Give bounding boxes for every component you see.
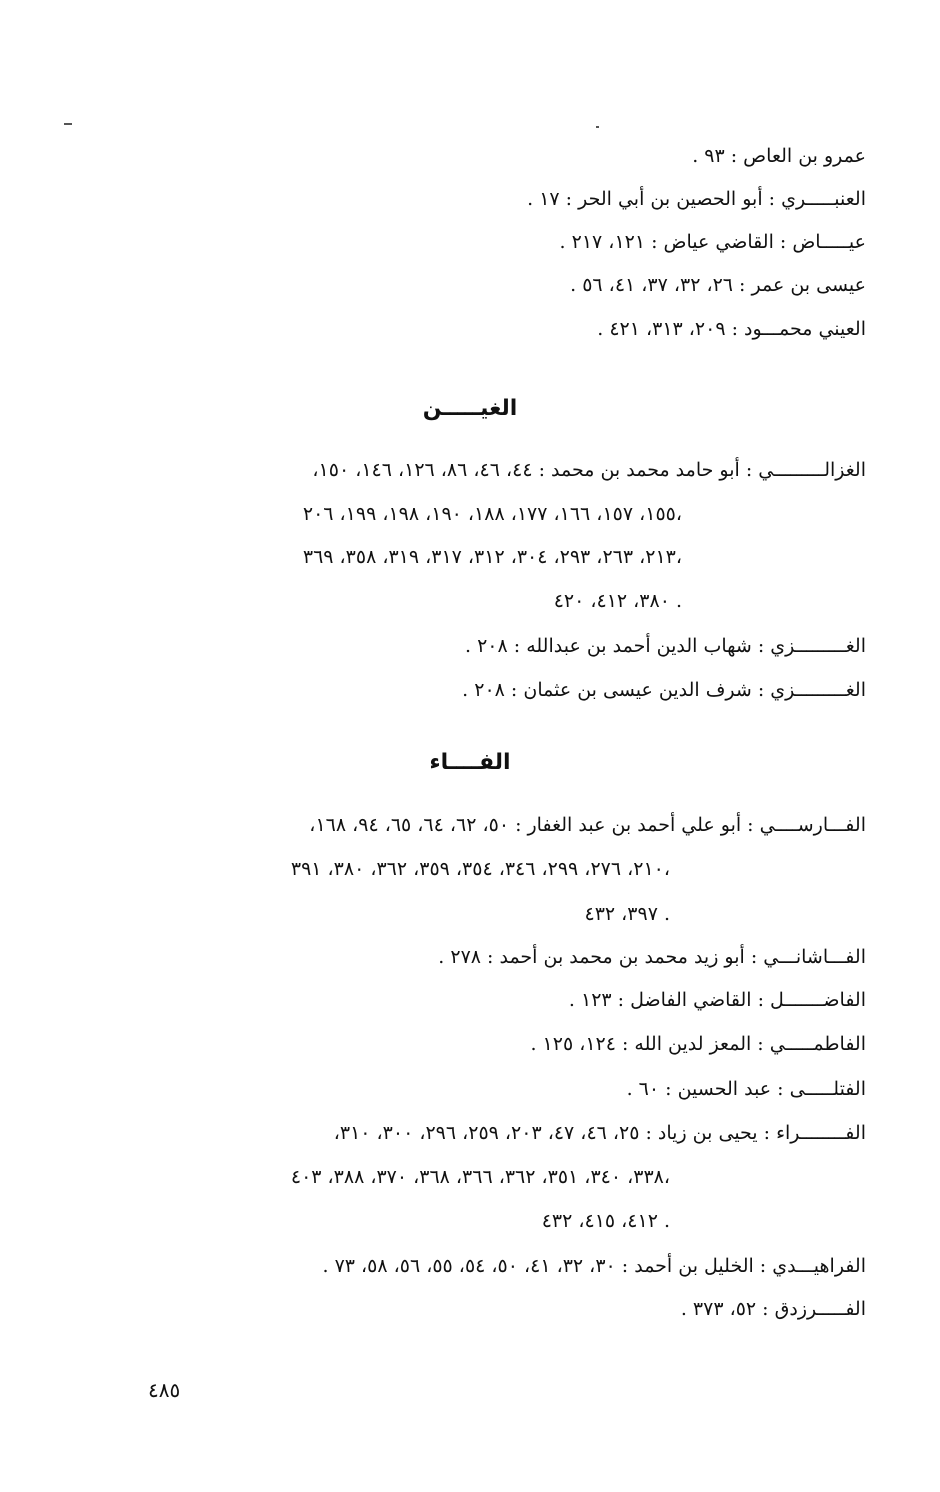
index-entry: الغـــــــــزي : شرف الدين عيسى بن عثمان : ٢٠٨ .	[462, 679, 866, 701]
index-entry: العيني محمـــود : ٢٠٩، ٣١٣، ٤٢١ .	[597, 318, 866, 340]
index-entry: الفراهيـــدي : الخليل بن أحمد : ٣٠، ٣٢، ٤١، ٥٠، ٥٤، ٥٥، ٥٦، ٥٨، ٧٣ .	[322, 1255, 866, 1277]
index-entry: الغـــــــــزي : شهاب الدين أحمد بن عبدالله : ٢٠٨ .	[465, 635, 866, 657]
scan-speck	[596, 126, 599, 128]
index-entry-continuation: ٣٣٨، ٣٤٠، ٣٥١، ٣٦٢، ٣٦٦، ٣٦٨، ٣٧٠، ٣٨٨، ٤٠٣،	[290, 1166, 670, 1188]
page-number: ٤٨٥	[148, 1378, 181, 1402]
index-entry-continuation: ٤١٢، ٤١٥، ٤٣٢ .	[541, 1210, 670, 1232]
index-entry: الفتلـــــى : عبد الحسين : ٦٠ .	[626, 1078, 866, 1100]
section-heading: الغيـــــن	[422, 396, 518, 421]
scan-speck	[64, 123, 72, 125]
index-entry: عيـــــاض : القاضي عياض : ١٢١، ٢١٧ .	[559, 231, 866, 253]
index-entry: الفـــارســــي : أبو علي أحمد بن عبد الغفار : ٥٠، ٦٢، ٦٤، ٦٥، ٩٤، ١٦٨،	[309, 814, 866, 836]
index-entry-continuation: ١٥٥، ١٥٧، ١٦٦، ١٧٧، ١٨٨، ١٩٠، ١٩٨، ١٩٩، ٢٠٦،	[302, 503, 682, 525]
index-entry: الفاضـــــــل : القاضي الفاضل : ١٢٣ .	[568, 989, 866, 1011]
index-entry-continuation: ٢١٠، ٢٧٦، ٢٩٩، ٣٤٦، ٣٥٤، ٣٥٩، ٣٦٢، ٣٨٠، ٣٩١،	[290, 858, 670, 880]
index-entry: الفـــاشانـــي : أبو زيد محمد بن محمد بن أحمد : ٢٧٨ .	[438, 946, 866, 968]
index-entry: الفاطمـــــي : المعز لدين الله : ١٢٤، ١٢٥ .	[530, 1033, 866, 1055]
index-entry: العنبـــــري : أبو الحصين بن أبي الحر : ١٧ .	[527, 188, 866, 210]
index-entry-continuation: ٢١٣، ٢٦٣، ٢٩٣، ٣٠٤، ٣١٢، ٣١٧، ٣١٩، ٣٥٨، ٣٦٩،	[302, 546, 682, 568]
index-entry: الغزالـــــــــي : أبو حامد محمد بن محمد : ٤٤، ٤٦، ٨٦، ١٢٦، ١٤٦، ١٥٠،	[312, 459, 866, 481]
index-entry: الفــــــــراء : يحيى بن زياد : ٢٥، ٤٦، ٤٧، ٢٠٣، ٢٥٩، ٢٩٦، ٣٠٠، ٣١٠،	[333, 1122, 866, 1144]
section-heading: الفــــاء	[429, 750, 511, 775]
index-entry: عمرو بن العاص : ٩٣ .	[692, 145, 866, 167]
index-entry: عيسى بن عمر : ٢٦، ٣٢، ٣٧، ٤١، ٥٦ .	[570, 274, 866, 296]
index-entry-continuation: ٣٨٠، ٤١٢، ٤٢٠ .	[553, 590, 682, 612]
index-entry: الفـــــرزدق : ٥٢، ٣٧٣ .	[680, 1298, 866, 1320]
index-entry-continuation: ٣٩٧، ٤٣٢ .	[584, 903, 670, 925]
